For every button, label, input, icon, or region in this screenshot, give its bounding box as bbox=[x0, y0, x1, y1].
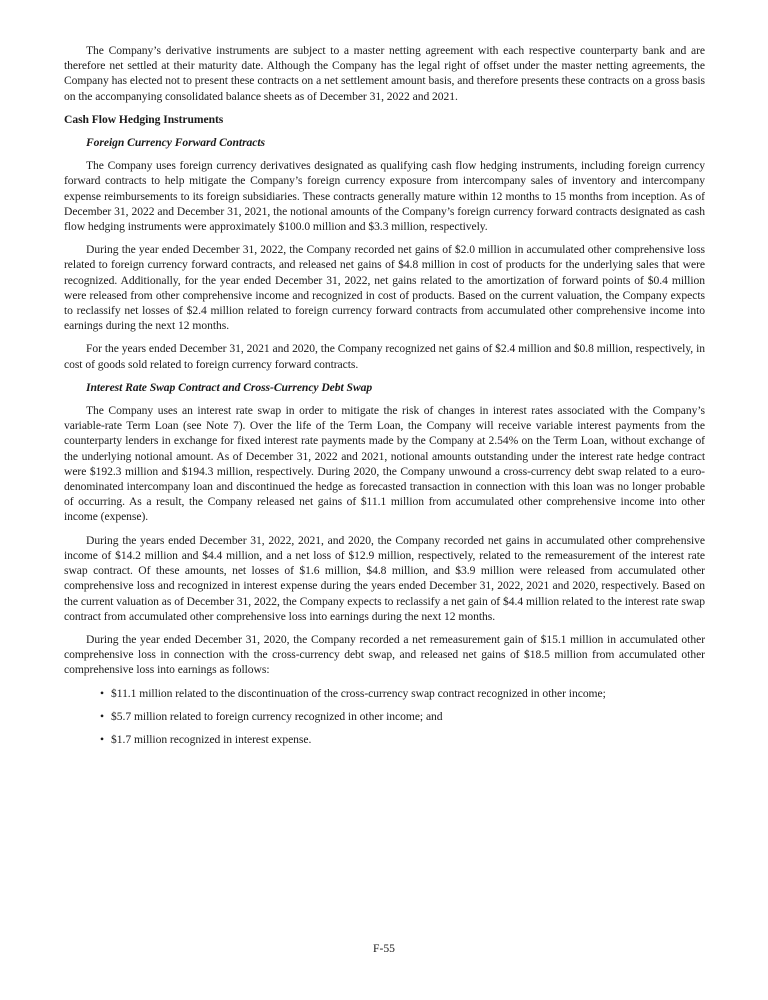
subsection-interest-rate-swap bbox=[64, 380, 705, 747]
bullet-text: $1.7 million recognized in interest expense. bbox=[111, 732, 312, 746]
paragraph: During the year ended December 31, 2022, the Company recorded net gains of $2.0 million in accumulated other comprehensive loss related to foreign currency forward contracts, and released net gains of $4.8 million in cost of products for the underlying sales that were recognized. Additionally, for the year ended December 31, 2022, net gains related to the amortization of forward points of $0.4 million were released from other comprehensive income and recognized in cost of products. Based on the current valuation, the Company expects to reclassify net losses of $2.4 million related to foreign currency forward contracts from accumulated other comprehensive income into earnings during the next 12 months. bbox=[64, 243, 705, 333]
paragraph: For the years ended December 31, 2021 and 2020, the Company recognized net gains of $2.4 million and $0.8 million, respectively, in cost of goods sold related to foreign currency forward contracts. bbox=[64, 342, 705, 371]
document-page bbox=[64, 43, 705, 755]
bullet-list bbox=[64, 686, 705, 748]
page-number: F-55 bbox=[373, 942, 395, 955]
bullet-icon: • bbox=[100, 709, 105, 723]
bullet-item bbox=[100, 732, 705, 747]
paragraph: The Company uses an interest rate swap in order to mitigate the risk of changes in interest rates associated with the Company’s variable-rate Term Loan (see Note 7). Over the life of the Term Loan, the Company will receive variable interest payments from the counterparty lenders in exchange for fixed interest rate payments made by the Company at 2.54% on the Term Loan, without exchange of the underlying notional amount. As of December 31, 2022 and 2021, notional amounts outstanding under the interest rate hedge contract were $192.3 million and $194.3 million, respectively. During 2020, the Company unwound a cross-currency debt swap related to a euro-denominated intercompany loan and discontinued the hedge as forecasted transaction in connection with this loan was no longer probable of occurring. As a result, the Company released net gains of $11.1 million from accumulated other comprehensive income into other income (expense). bbox=[64, 404, 705, 524]
subsection-foreign-currency-forward-contracts bbox=[64, 135, 705, 372]
bullet-item bbox=[100, 686, 705, 701]
bullet-item bbox=[100, 709, 705, 724]
subsection-heading: Foreign Currency Forward Contracts bbox=[86, 136, 266, 150]
bullet-text: $11.1 million related to the discontinuation of the cross-currency swap contract recognized in other income; bbox=[111, 686, 606, 700]
paragraph: The Company uses foreign currency derivatives designated as qualifying cash flow hedging instruments, including foreign currency forward contracts to help mitigate the Company’s foreign currency exposure from intercompany sales of inventory and intercompany expense reimbursements to its foreign subsidiaries. These contracts generally mature within 12 months to 15 months from inception. As of December 31, 2022 and December 31, 2021, the notional amounts of the Company’s foreign currency forward contracts designated as cash flow hedging instruments were approximately $100.0 million and $3.3 million, respectively. bbox=[64, 159, 705, 234]
paragraph: During the years ended December 31, 2022, 2021, and 2020, the Company recorded net gains in accumulated other comprehensive income of $14.2 million and $4.4 million, and a net loss of $12.9 million, respectively, related to the remeasurement of the interest rate swap contract. Of these amounts, net losses of $1.6 million, $4.8 million, and $3.9 million were released from accumulated other comprehensive loss and recognized in interest expense during the years ended December 31, 2022, 2021 and 2020, respectively. Based on the current valuation as of December 31, 2022, the Company expects to reclassify a net gain of $4.4 million related to the interest rate swap contract from accumulated other comprehensive loss into earnings during the next 12 months. bbox=[64, 533, 705, 623]
bullet-icon: • bbox=[100, 732, 105, 746]
bullet-text: $5.7 million related to foreign currency recognized in other income; and bbox=[111, 709, 443, 723]
paragraph: During the year ended December 31, 2020, the Company recorded a net remeasurement gain of $15.1 million in accumulated other comprehensive loss in connection with the cross-currency debt swap, and released net gains of $18.5 million from accumulated other comprehensive loss into earnings as follows: bbox=[64, 632, 705, 677]
subsection-heading: Interest Rate Swap Contract and Cross-Currency Debt Swap bbox=[86, 380, 373, 394]
bullet-icon: • bbox=[100, 686, 105, 700]
section-heading-cash-flow-hedging: Cash Flow Hedging Instruments bbox=[64, 112, 224, 126]
intro-paragraph: The Company’s derivative instruments are subject to a master netting agreement with each respective counterparty bank and are therefore net settled at their maturity date. Although the Company has the legal right of offset under the master netting agreements, the Company has elected not to present these contracts on a net settlement amount basis, and therefore presents these contracts on a gross basis on the accompanying consolidated balance sheets as of December 31, 2022 and 2021. bbox=[64, 44, 705, 103]
